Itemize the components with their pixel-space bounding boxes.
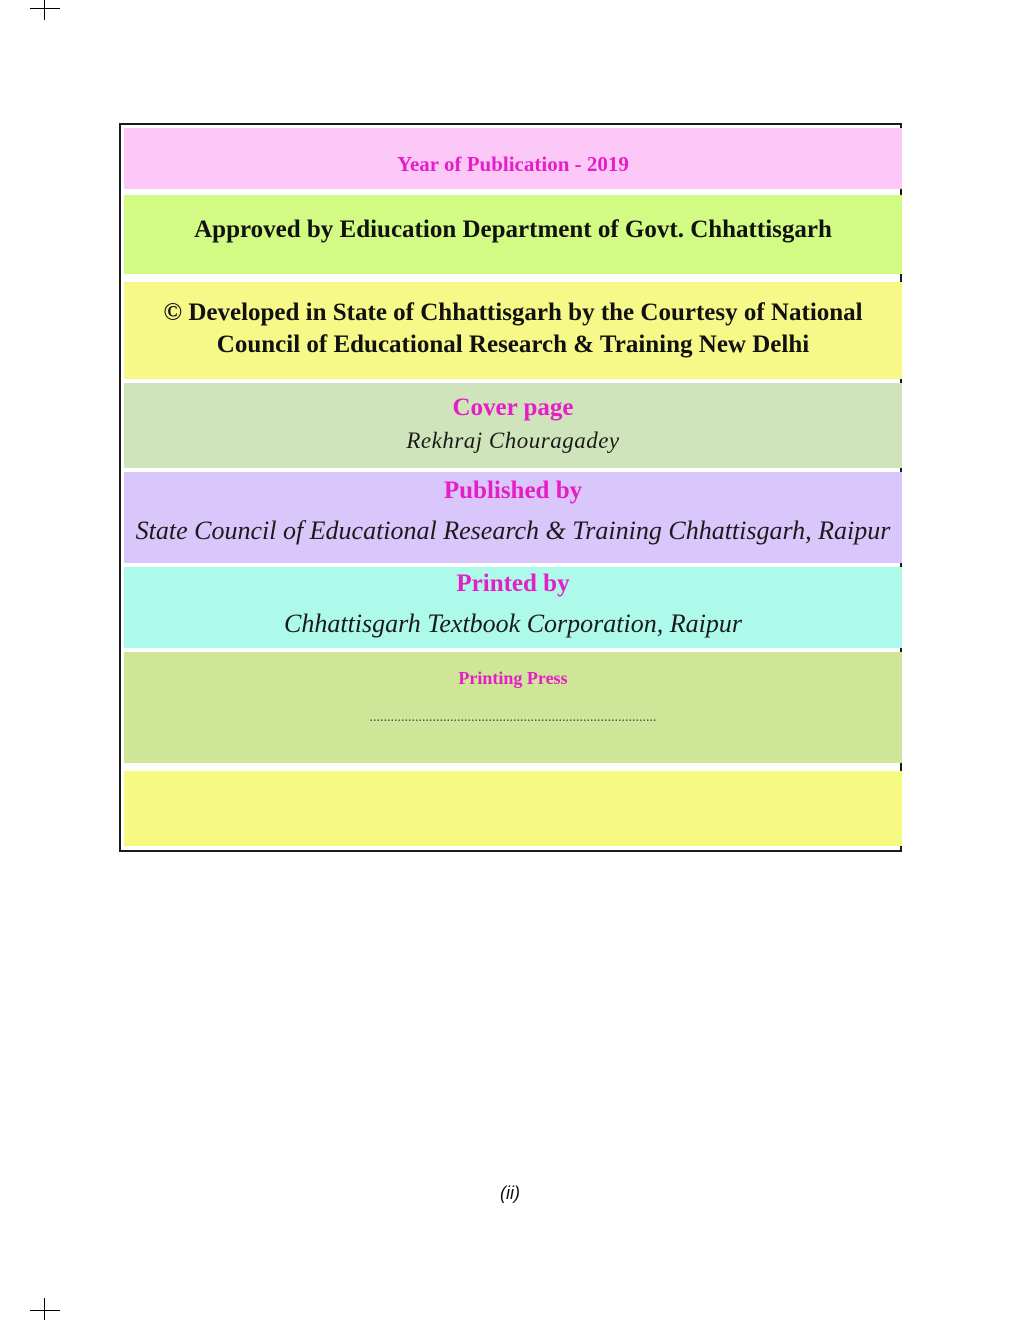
cover-heading: Cover page	[452, 394, 574, 421]
copyright-line-2: Council of Educational Research & Training New Delhi	[216, 331, 810, 358]
cover-band	[124, 383, 902, 468]
year-of-publication: Year of Publication - 2019	[397, 152, 629, 176]
publisher-band	[124, 472, 902, 563]
copyright-line-1: © Developed in State of Chhattisgarh by the Courtesy of National	[163, 299, 863, 326]
crop-mark-top-h	[30, 8, 60, 9]
approval-statement: Approved by Ediucation Department of Govt. Chhattisgarh	[194, 216, 832, 243]
page-number: (ii)	[500, 1183, 520, 1203]
publisher-name: State Council of Educational Research & Training Chhattisgarh, Raipur	[135, 516, 891, 545]
crop-mark-bottom-v	[44, 1298, 45, 1320]
empty-band	[124, 771, 902, 846]
crop-mark-top-v	[44, 0, 45, 20]
published-heading: Published by	[443, 477, 583, 504]
imprint-box	[119, 123, 902, 852]
printer-band	[124, 567, 902, 648]
year-band	[124, 128, 902, 189]
cover-designer-name: Rekhraj Chouragadey	[406, 428, 620, 453]
crop-mark-bottom-h	[30, 1310, 60, 1311]
printing-press-band	[124, 652, 902, 763]
copyright-band	[124, 282, 902, 379]
printer-name: Chhattisgarh Textbook Corporation, Raipur	[284, 609, 742, 638]
printed-heading: Printed by	[456, 570, 570, 597]
printing-press-blank-line: ..................................................................................	[369, 710, 657, 725]
copyright-statement	[124, 297, 902, 361]
printing-press-heading: Printing Press	[458, 668, 568, 688]
approval-band	[124, 195, 902, 274]
